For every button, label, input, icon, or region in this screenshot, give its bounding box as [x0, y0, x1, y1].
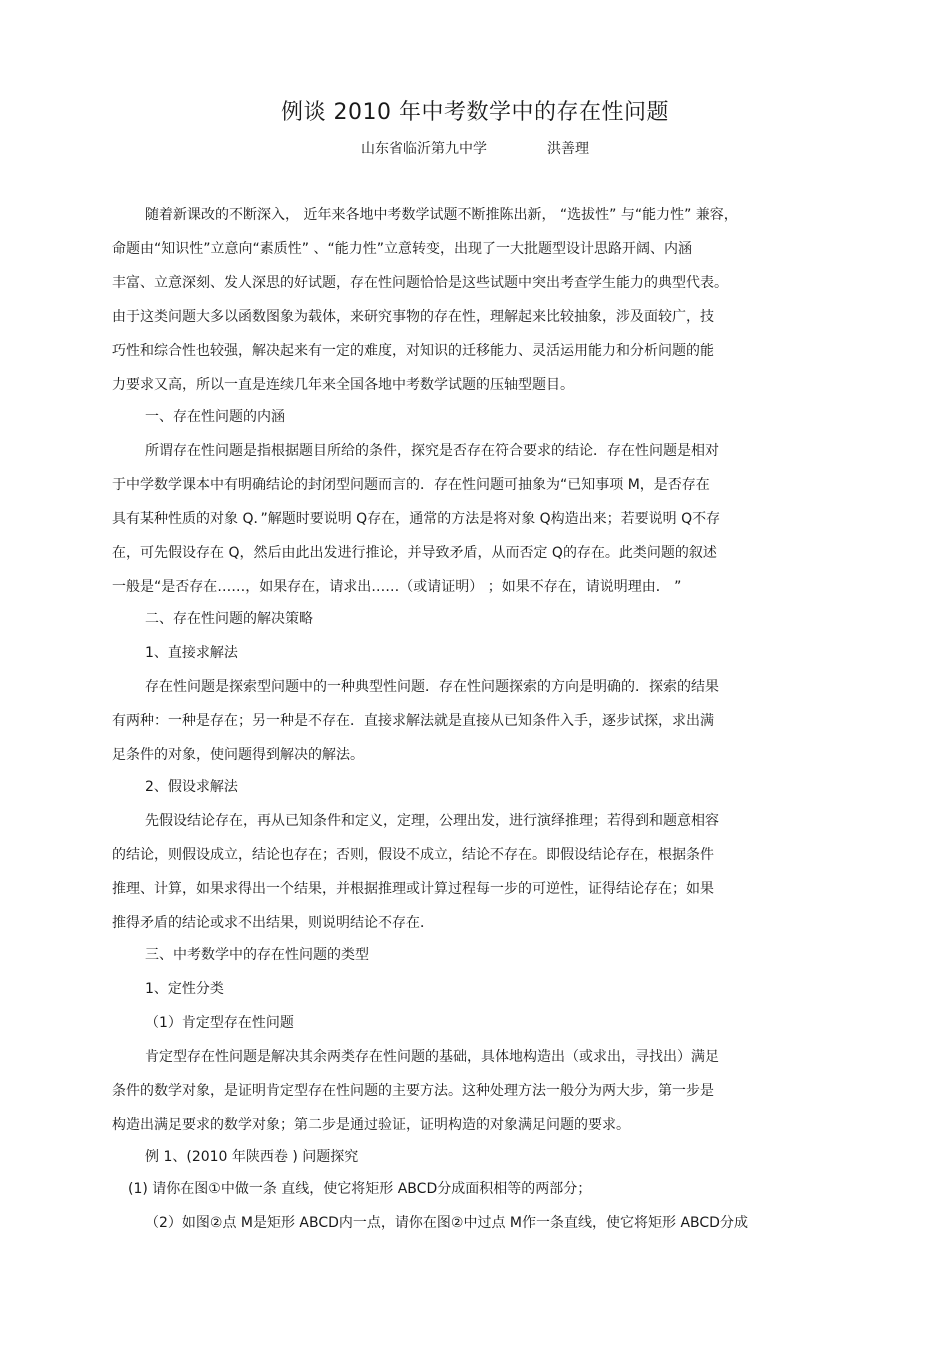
- subsection-heading: 2、假设求解法: [145, 779, 238, 795]
- paragraph-line: 足条件的对象，使问题得到解决的解法。: [112, 747, 364, 763]
- paragraph-line: 推理、计算，如果求得出一个结果，并根据推理或计算过程每一步的可逆性，证得结论存在；如果: [112, 881, 714, 897]
- paragraph-line: 推得矛盾的结论或求不出结果，则说明结论不存在．: [112, 915, 434, 931]
- author-school: 山东省临沂第九中学: [361, 141, 487, 157]
- subsection-heading: 1、定性分类: [145, 981, 224, 997]
- paragraph-line: 由于这类问题大多以函数图象为载体，来研究事物的存在性，理解起来比较抽象，涉及面较广，技: [112, 309, 714, 325]
- subsection-heading: （1）肯定型存在性问题: [145, 1015, 294, 1031]
- paragraph-line: 构造出满足要求的数学对象；第二步是通过验证，证明构造的对象满足问题的要求。: [112, 1117, 630, 1133]
- paragraph-line: 在，可先假设存在 Q，然后由此出发进行推论，并导致矛盾，从而否定 Q的存在。此类问题的叙述: [112, 545, 717, 561]
- author-name: 洪善理: [547, 141, 589, 157]
- question-line: （2）如图②点 M是矩形 ABCD内一点，请你在图②中过点 M作一条直线，使它将矩形 ABCD分成: [145, 1215, 748, 1231]
- section-heading: 三、中考数学中的存在性问题的类型: [145, 947, 369, 963]
- paragraph-line: 肯定型存在性问题是解决其余两类存在性问题的基础，具体地构造出（或求出，寻找出）满足: [145, 1049, 719, 1065]
- paragraph-line: 条件的数学对象，是证明肯定型存在性问题的主要方法。这种处理方法一般分为两大步，第一步是: [112, 1083, 714, 1099]
- paragraph-line: 存在性问题是探索型问题中的一种典型性问题．存在性问题探索的方向是明确的．探索的结果: [145, 679, 719, 695]
- paragraph-line: 于中学数学课本中有明确结论的封闭型问题而言的．存在性问题可抽象为“已知事项 M，是否存在: [112, 477, 710, 493]
- paragraph-line: 丰富、立意深刻、发人深思的好试题，存在性问题恰恰是这些试题中突出考查学生能力的典型代表。: [112, 275, 728, 291]
- example-heading: 例 1、(2010 年陕西卷 ) 问题探究: [145, 1149, 359, 1165]
- section-heading: 二、存在性问题的解决策略: [145, 611, 313, 627]
- paragraph-line: 的结论，则假设成立，结论也存在；否则，假设不成立，结论不存在。即假设结论存在，根据条件: [112, 847, 714, 863]
- question-line: (1) 请你在图①中做一条 直线，使它将矩形 ABCD分成面积相等的两部分；: [128, 1181, 592, 1197]
- paragraph-line: 一般是“是否存在……，如果存在，请求出……（或请证明） ；如果不存在，请说明理由． ”: [112, 579, 682, 595]
- paragraph-line: 先假设结论存在，再从已知条件和定义，定理，公理出发，进行演绎推理；若得到和题意相容: [145, 813, 719, 829]
- paragraph-line: 命题由“知识性”立意向“素质性” 、“能力性”立意转变，出现了一大批题型设计思路开阔、内涵: [112, 241, 692, 257]
- paragraph-line: 所谓存在性问题是指根据题目所给的条件，探究是否存在符合要求的结论．存在性问题是相对: [145, 443, 719, 459]
- paragraph-line: 随着新课改的不断深入， 近年来各地中考数学试题不断推陈出新， “选拔性” 与“能力性” 兼容，: [145, 207, 738, 223]
- subsection-heading: 1、直接求解法: [145, 645, 238, 661]
- paragraph-line: 力要求又高，所以一直是连续几年来全国各地中考数学试题的压轴型题目。: [112, 377, 574, 393]
- paragraph-line: 巧性和综合性也较强，解决起来有一定的难度，对知识的迁移能力、灵活运用能力和分析问题的能: [112, 343, 714, 359]
- document-title: 例谈 2010 年中考数学中的存在性问题: [281, 100, 669, 125]
- paragraph-line: 具有某种性质的对象 Q．”解题时要说明 Q存在，通常的方法是将对象 Q构造出来；若要说明 Q不存: [112, 511, 721, 527]
- paragraph-line: 有两种：一种是存在；另一种是不存在．直接求解法就是直接从已知条件入手，逐步试探，求出满: [112, 713, 714, 729]
- author-line: [0, 138, 950, 158]
- section-heading: 一、存在性问题的内涵: [145, 409, 285, 425]
